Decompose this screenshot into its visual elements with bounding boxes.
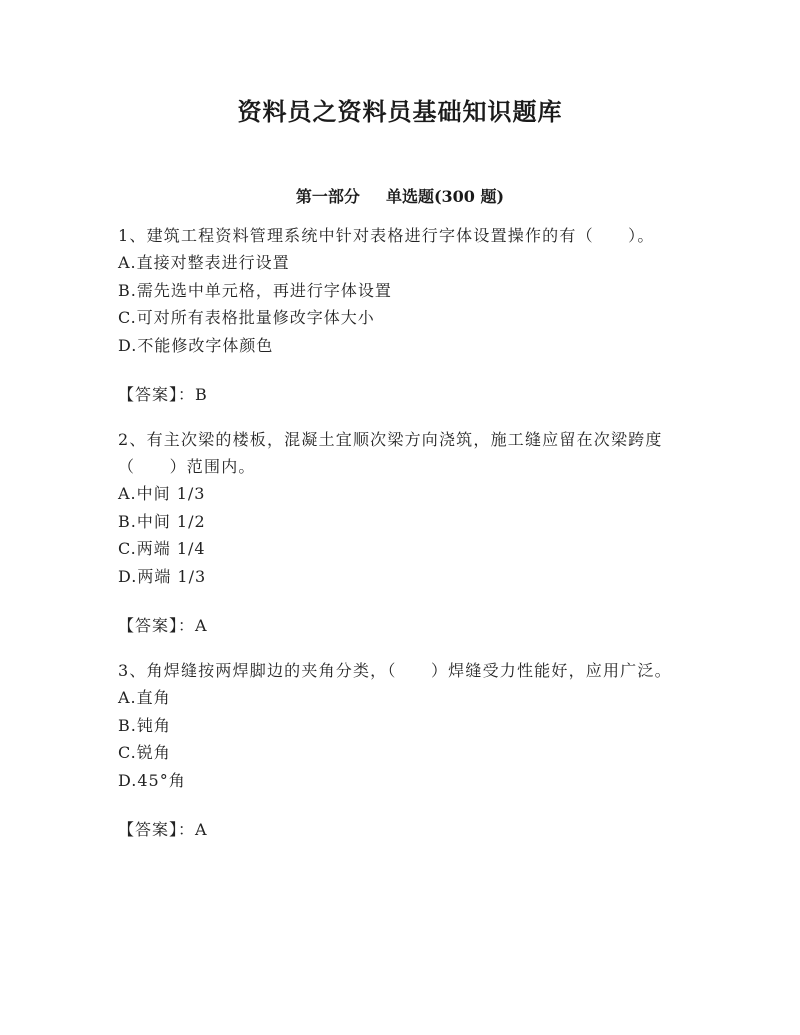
answer-value: B <box>195 385 208 404</box>
option-d: D.45°角 <box>118 770 186 790</box>
option-b: B.需先选中单元格，再进行字体设置 <box>118 280 392 300</box>
answer-line <box>118 381 688 408</box>
answer-label: 【答案】： <box>118 820 196 839</box>
option-a: A.直角 <box>118 688 171 707</box>
answer-label: 【答案】： <box>118 616 196 635</box>
answer-value: A <box>195 616 208 635</box>
answer-line <box>118 612 688 639</box>
answer-value: A <box>195 820 208 839</box>
section-part: 第一部分 <box>295 187 360 206</box>
section-title <box>0 184 800 207</box>
section-name: 单选题(300 题) <box>385 187 505 206</box>
question-2 <box>118 426 688 657</box>
question-1 <box>118 222 688 426</box>
question-3 <box>118 657 688 843</box>
option-a: A.直接对整表进行设置 <box>118 253 290 272</box>
answer-line <box>118 816 688 843</box>
option-c: C.可对所有表格批量修改字体大小 <box>118 308 375 327</box>
option-b: B.钝角 <box>118 715 171 735</box>
option-a: A.中间 1/3 <box>118 484 206 503</box>
question-list <box>118 222 688 843</box>
option-c: C.两端 1/4 <box>118 539 206 558</box>
option-d: D.两端 1/3 <box>118 566 207 586</box>
answer-label: 【答案】： <box>118 385 196 404</box>
document-title: 资料员之资料员基础知识题库 <box>237 97 563 126</box>
question-text: 2、有主次梁的楼板，混凝土宜顺次梁方向浇筑，施工缝应留在次梁跨度（ ）范围内。 <box>118 430 663 476</box>
question-text: 1、建筑工程资料管理系统中针对表格进行字体设置操作的有（ ）。 <box>118 226 655 245</box>
option-c: C.锐角 <box>118 743 171 762</box>
question-text: 3、角焊缝按两焊脚边的夹角分类，（ ）焊缝受力性能好，应用广泛。 <box>118 661 672 680</box>
option-d: D.不能修改字体颜色 <box>118 335 274 355</box>
option-b: B.中间 1/2 <box>118 511 206 531</box>
